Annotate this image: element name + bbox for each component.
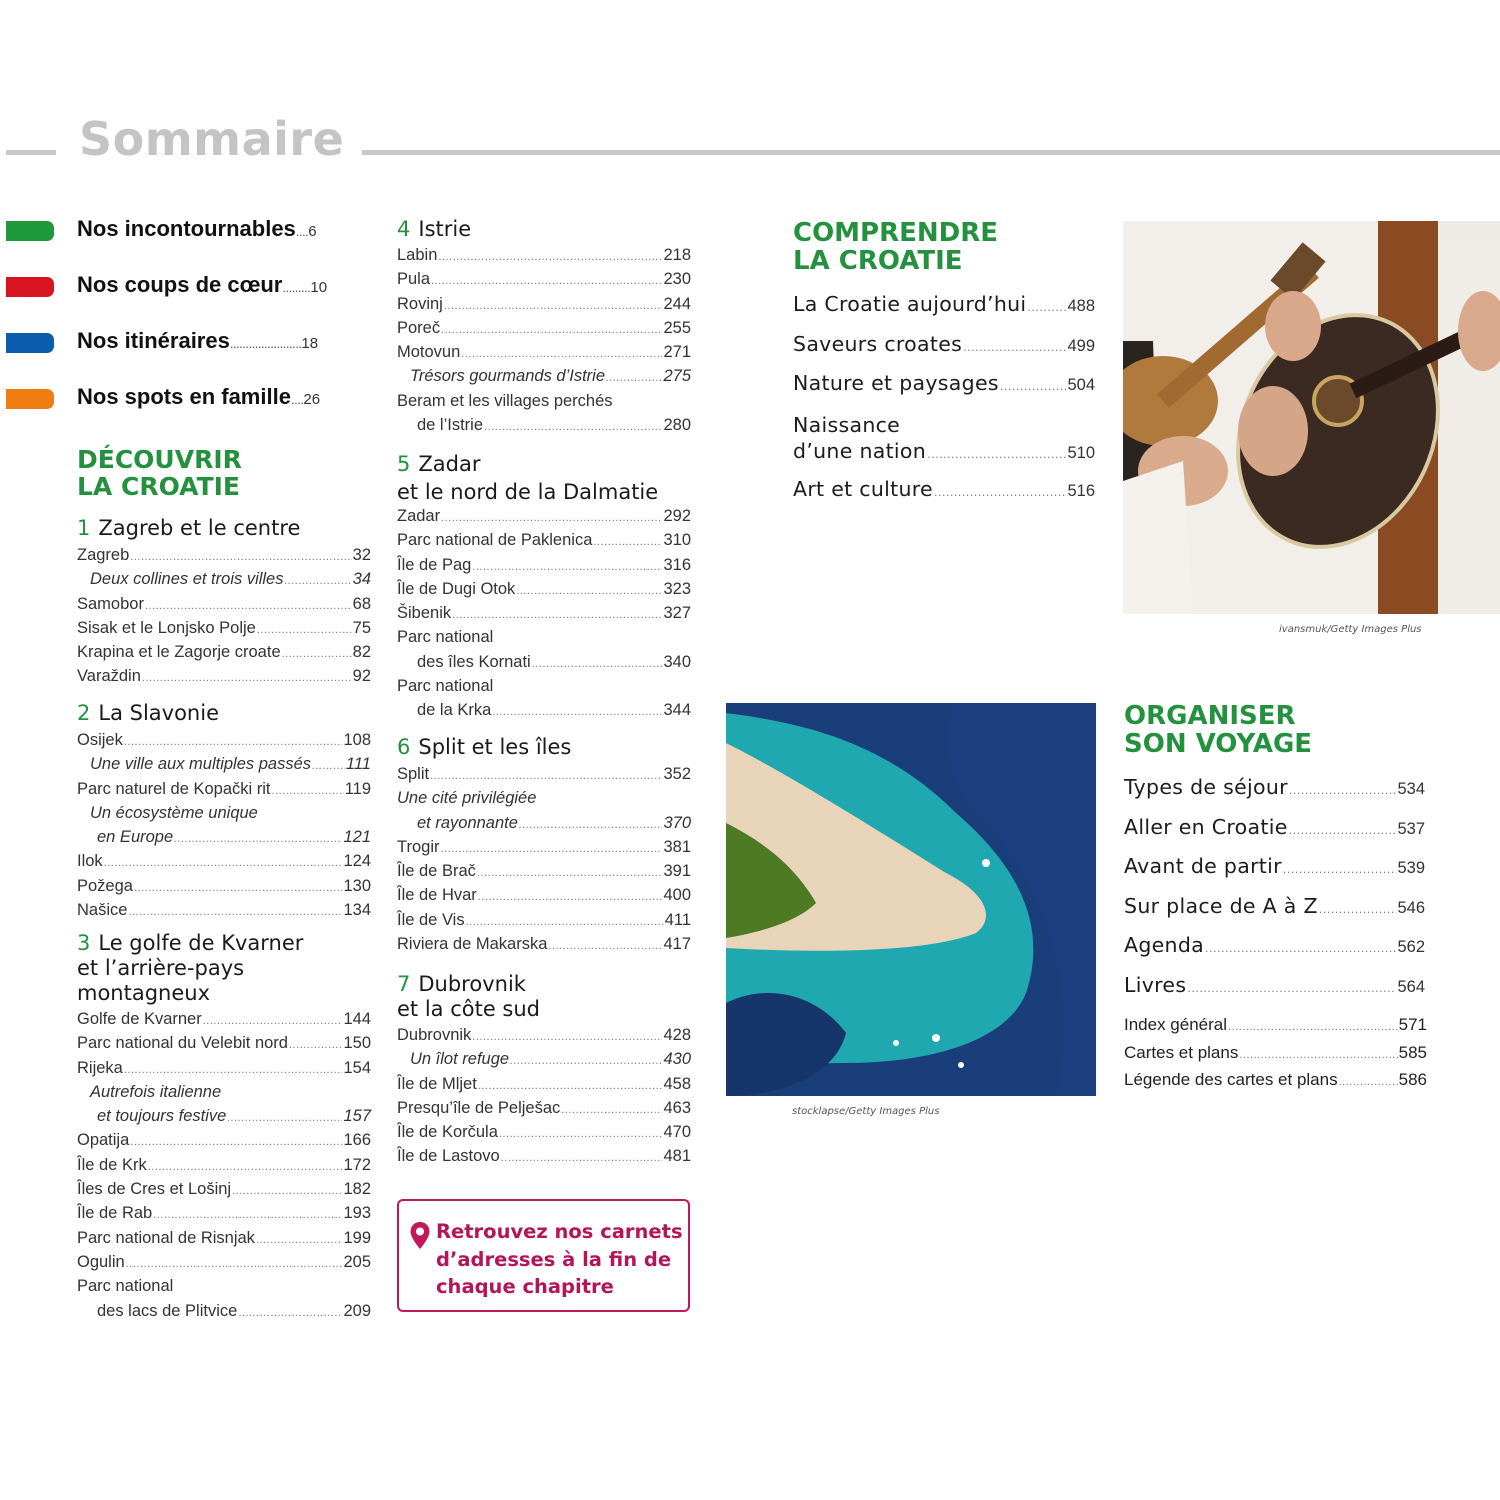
chapter-4-list [397,243,691,437]
toc-entry[interactable]: Île de Rab ..... 193 [77,1201,371,1225]
toc-entry[interactable]: Île de Mljet ..... 458 [397,1072,691,1096]
toc-entry[interactable]: d’une nation ..... 510 [793,438,1095,464]
chapter-heading-6[interactable] [397,735,571,760]
chapter-1-list [77,543,371,689]
green-tab-icon [6,221,54,241]
chapter-title: La Slavonie [98,701,219,725]
blue-tab-icon [6,333,54,353]
toc-entry[interactable]: Index général ..... 571 [1124,1011,1427,1039]
highlight-label: Nos itinéraires [77,328,230,353]
toc-entry[interactable]: Livres ..... 564 [1124,966,1425,1006]
toc-entry[interactable]: Rijeka ..... 154 [77,1056,371,1080]
toc-entry[interactable]: Parc national [397,677,494,696]
highlight-page: 10 [310,279,328,296]
highlight-coups-de-coeur[interactable]: Nos coups de cœur.........10 [0,270,360,300]
toc-entry[interactable]: Île de Korčula ..... 470 [397,1120,691,1144]
toc-entry[interactable]: Nature et paysages ..... 504 [793,364,1095,404]
toc-entry[interactable]: Beram et les villages perchés [397,391,613,410]
toc-entry[interactable]: Parc national du Velebit nord ..... 150 [77,1031,371,1055]
zlatni-rat-illustration [726,703,1096,1096]
chapter-heading-3[interactable] [77,931,303,1006]
chapter-5-list [397,504,691,723]
chapter-title: et la côte sud [397,997,541,1021]
highlight-page: 26 [303,391,321,408]
toc-entry[interactable]: Types de séjour ..... 534 [1124,768,1425,808]
toc-entry[interactable]: Un écosystème unique [90,803,258,822]
toc-entry[interactable]: Zadar ..... 292 [397,504,691,528]
chapter-heading-1[interactable] [77,516,300,541]
section-heading-decouvrir [77,446,242,500]
orange-tab-icon [6,389,54,409]
toc-entry[interactable]: Deux collines et trois villes ..... 34 [77,567,371,591]
toc-entry[interactable]: Našice ..... 134 [77,898,371,922]
chapter-title: Split et les îles [418,735,572,759]
chapter-title: Istrie [418,217,472,241]
toc-entry[interactable]: Trésors gourmands d’Istrie ..... 275 [397,364,691,388]
chapter-6-list [397,762,691,956]
highlight-page: 6 [308,223,317,240]
toc-entry[interactable]: Opatija ..... 166 [77,1128,371,1152]
chapter-title: Zagreb et le centre [98,516,301,540]
toc-entry[interactable]: Presqu’île de Pelješac ..... 463 [397,1096,691,1120]
highlight-label: Nos spots en famille [77,384,291,409]
toc-entry[interactable]: Varaždin ..... 92 [77,664,371,688]
title-rule-left [6,150,56,155]
page-title: Sommaire [79,112,345,166]
chapter-2-list [77,728,371,922]
chapter-3-list [77,1007,371,1323]
toc-entry[interactable]: Un îlot refuge ..... 430 [397,1047,691,1071]
red-tab-icon [6,277,54,297]
highlight-spots-famille[interactable]: Nos spots en famille....26 [0,382,360,412]
toc-entry[interactable]: Cartes et plans ..... 585 [1124,1039,1427,1067]
toc-entry[interactable]: Rovinj ..... 244 [397,292,691,316]
toc-entry[interactable]: Poreč ..... 255 [397,316,691,340]
comprendre-list [793,285,1095,509]
organiser-list [1124,768,1425,1005]
toc-entry[interactable]: Île de Krk ..... 172 [77,1153,371,1177]
toc-entry[interactable]: en Europe ..... 121 [77,825,371,849]
toc-entry[interactable]: Parc national [397,628,494,647]
toc-entry[interactable]: Ilok ..... 124 [77,849,371,873]
heading-line: SON VOYAGE [1124,729,1313,760]
chapter-heading-4[interactable] [397,217,471,242]
toc-entry[interactable]: Légende des cartes et plans ..... 586 [1124,1066,1427,1094]
highlight-itineraires[interactable]: Nos itinéraires.......................18 [0,326,360,356]
toc-entry[interactable]: Parc national de Paklenica ..... 310 [397,528,691,552]
toc-entry[interactable]: Saveurs croates ..... 499 [793,325,1095,365]
toc-entry[interactable]: et toujours festive ..... 157 [77,1104,371,1128]
chapter-number: 1 [77,516,91,540]
page-header [0,112,1500,172]
heading-line: LA CROATIE [793,246,963,277]
toc-entry[interactable]: Île de Lastovo ..... 481 [397,1144,691,1168]
toc-entry[interactable]: La Croatie aujourd’hui ..... 488 [793,285,1095,325]
chapter-number: 3 [77,931,91,955]
toc-entry[interactable]: Île de Dugi Otok ..... 323 [397,577,691,601]
highlight-label: Nos incontournables [77,216,296,241]
toc-entry[interactable]: Krapina et le Zagorje croate ..... 82 [77,640,371,664]
toc-entry[interactable]: Labin ..... 218 [397,243,691,267]
toc-entry[interactable]: Samobor ..... 68 [77,592,371,616]
beach-aerial-photo [726,703,1096,1096]
toc-entry[interactable]: Aller en Croatie ..... 537 [1124,808,1425,848]
toc-entry[interactable]: Golfe de Kvarner ..... 144 [77,1007,371,1031]
toc-entry[interactable]: Sisak et le Lonjsko Polje ..... 75 [77,616,371,640]
toc-entry[interactable]: des îles Kornati ..... 340 [397,650,691,674]
section-heading-comprendre [793,219,998,275]
chapter-number: 2 [77,701,91,725]
toc-entry[interactable]: Parc national [77,1277,174,1296]
musicians-photo [1123,221,1500,614]
toc-entry[interactable]: Parc naturel de Kopački rit ..... 119 [77,777,371,801]
toc-entry[interactable]: Dubrovnik ..... 428 [397,1023,691,1047]
toc-entry[interactable]: Požega ..... 130 [77,874,371,898]
toc-entry[interactable]: Île de Pag ..... 316 [397,553,691,577]
annex-list [1124,1011,1427,1094]
heading-line: DÉCOUVRIR [77,445,242,474]
toc-entry[interactable]: Riviera de Makarska ..... 417 [397,932,691,956]
toc-entry[interactable]: Split ..... 352 [397,762,691,786]
toc-entry[interactable]: Autrefois italienne [90,1082,222,1101]
toc-entry[interactable]: des lacs de Plitvice ..... 209 [77,1299,371,1323]
toc-entry[interactable]: Une cité privilégiée [397,789,537,808]
toc-entry[interactable]: Naissance [793,412,901,437]
chapter-title: et l’arrière-pays [77,956,245,980]
toc-entry[interactable]: de l’Istrie ..... 280 [397,413,691,437]
chapter-title: Le golfe de Kvarner [98,931,304,955]
highlight-incontournables[interactable]: Nos incontournables....6 [0,214,360,244]
section-heading-organiser [1124,702,1312,758]
toc-entry[interactable]: Île de Vis ..... 411 [397,908,691,932]
toc-entry[interactable]: Île de Brač ..... 391 [397,859,691,883]
chapter-title: Dubrovnik [418,972,526,996]
heading-line: ORGANISER [1124,701,1296,731]
chapter-heading-5[interactable] [397,450,658,506]
toc-entry[interactable]: Motovun ..... 271 [397,340,691,364]
toc-entry[interactable]: Une ville aux multiples passés ..... 111 [77,752,371,776]
toc-entry[interactable]: Île de Hvar ..... 400 [397,883,691,907]
toc-entry[interactable]: Osijek ..... 108 [77,728,371,752]
toc-entry[interactable]: Ogulin ..... 205 [77,1250,371,1274]
address-book-callout [397,1199,690,1312]
chapter-title: montagneux [77,981,211,1005]
callout-text: Retrouvez nos carnets d’adresses à la fin de chaque chapitre [436,1220,683,1298]
toc-entry[interactable]: Îles de Cres et Lošinj ..... 182 [77,1177,371,1201]
chapter-number: 4 [397,217,411,241]
toc-entry[interactable]: Agenda ..... 562 [1124,926,1425,966]
musicians-illustration [1123,221,1500,614]
chapter-title: et le nord de la Dalmatie [397,480,659,504]
chapter-heading-2[interactable] [77,701,219,726]
chapter-7-list [397,1023,691,1169]
heading-line: LA CROATIE [77,472,241,501]
heading-line: COMPRENDRE [793,218,999,248]
chapter-number: 6 [397,735,411,759]
photo-credit: ivansmuk/Getty Images Plus [1279,624,1422,635]
toc-entry[interactable]: Parc national de Risnjak ..... 199 [77,1226,371,1250]
toc-entry[interactable]: Art et culture ..... 516 [793,470,1095,510]
highlight-label: Nos coups de cœur [77,272,283,297]
toc-entry[interactable]: Pula ..... 230 [397,267,691,291]
toc-entry[interactable]: Šibenik ..... 327 [397,601,691,625]
toc-entry[interactable]: de la Krka ..... 344 [397,698,691,722]
toc-entry[interactable]: et rayonnante ..... 370 [397,811,691,835]
chapter-heading-7[interactable] [397,972,540,1022]
map-pin-icon [409,1221,431,1251]
chapter-number: 5 [397,452,411,476]
chapter-title: Zadar [418,452,481,476]
toc-entry[interactable]: Avant de partir ..... 539 [1124,847,1425,887]
photo-credit: stocklapse/Getty Images Plus [792,1106,940,1117]
highlight-page: 18 [301,335,319,352]
toc-entry[interactable]: Sur place de A à Z ..... 546 [1124,887,1425,927]
toc-entry[interactable]: Trogir ..... 381 [397,835,691,859]
chapter-number: 7 [397,972,411,996]
toc-entry[interactable]: Zagreb ..... 32 [77,543,371,567]
title-rule-right [362,150,1500,155]
